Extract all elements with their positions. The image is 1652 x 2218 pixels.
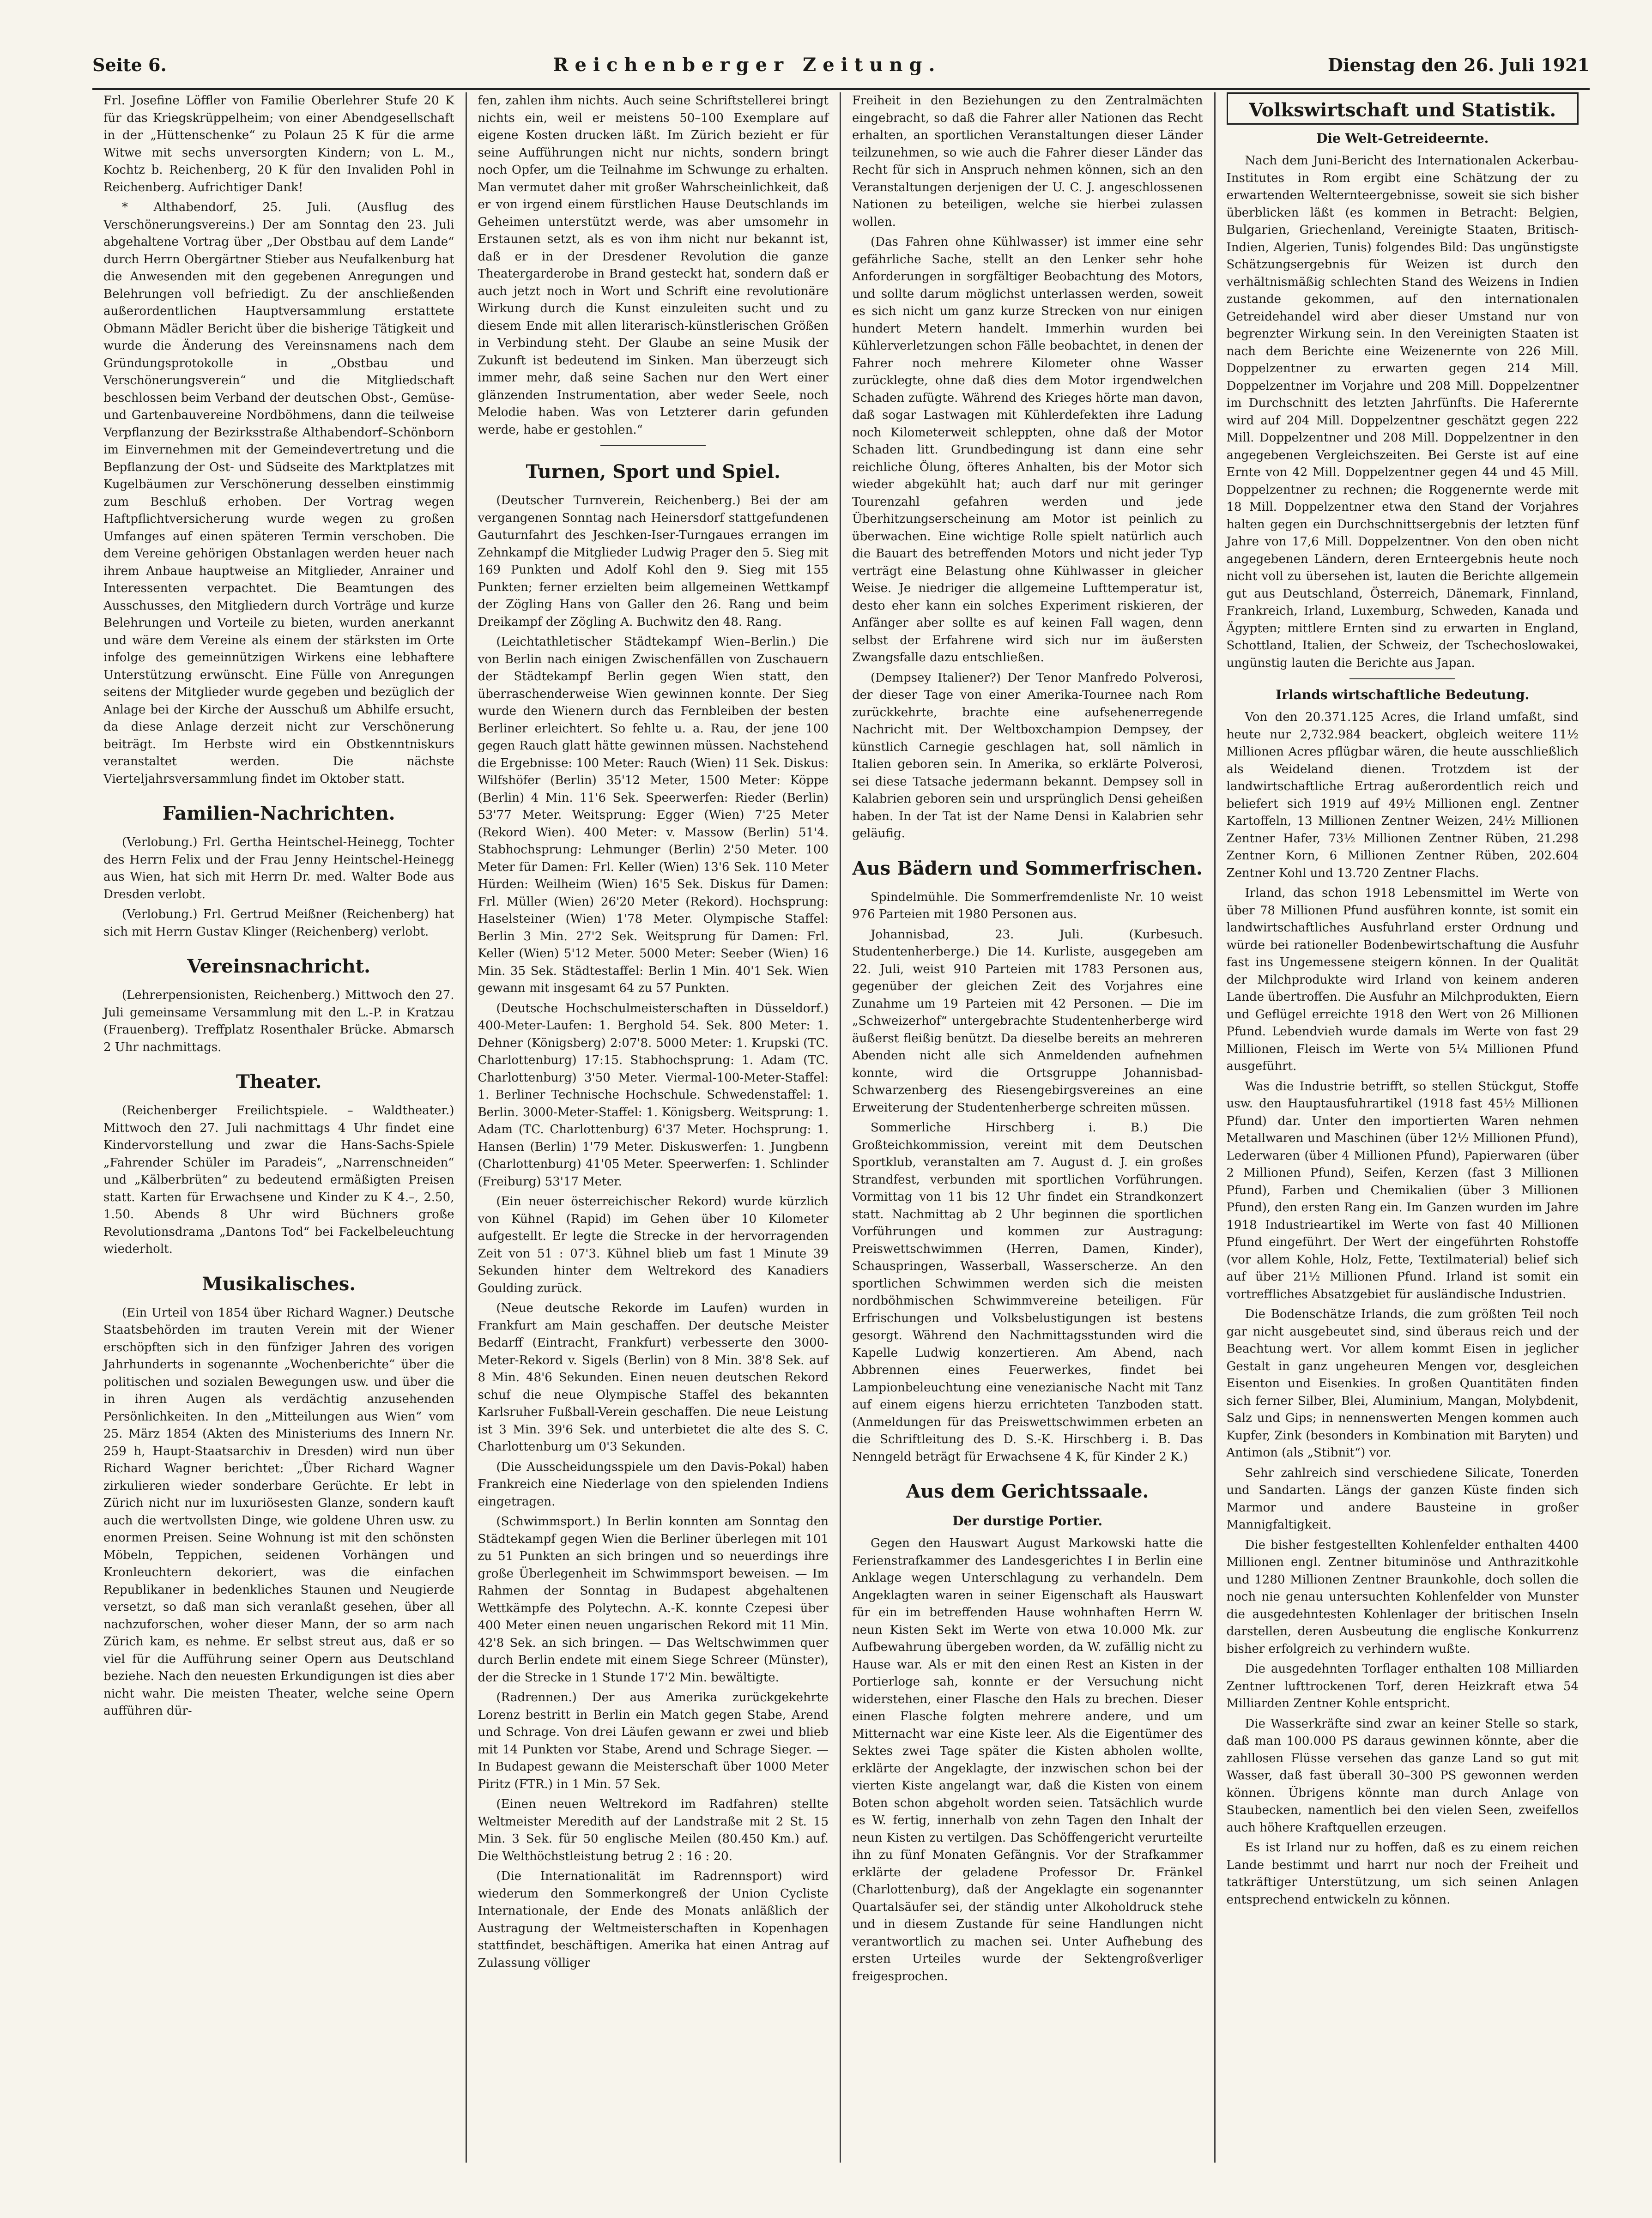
paragraph: Gegen den Hauswart August Markowski hatte die Ferienstrafkammer des Landesgerichtes I in Berlin eine Anklage wegen Unterschlagung zu verhandeln. Dem Angeklagten waren in seiner Eigenschaft als Hauswart für ein im betreffenden Hause wohnhaften Herrn W. neun Kisten Sekt im Werte von etwa 10.000 Mk. zur Aufbewahrung übergeben worden, da W. zufällig nicht zu Hause war. Als er mit den einen Rest an Kisten in der Portierloge sah, konnte er der Versuchung nicht widerstehen, einer Flasche den Hals zu brechen. Dieser einen Flasche folgten mehrere andere, und um Mitternacht war eine Kiste leer. Als die Eigentümer des Sektes zwei Tage später die Kisten abholen wollte, erklärte der Angeklagte, der inzwischen schon bei der vierten Kiste angelangt war, daß die Kisten von einem Boten schon abgeholt worden seien. Tatsächlich wurde es W. fertig, innerhalb von zehn Tagen den Inhalt der neun Kisten zu vertilgen. Das Schöffengericht verurteilte ihn zu fünf Monaten Gefängnis. Vor der Strafkammer erklärte der geladene Professor Dr. Fränkel (Charlottenburg), daß der Angeklagte ein sogenannter Quartalsäufer sei, der ständig unter Alkoholdruck stehe und in diesem Zustande für seine Handlungen nicht verantwortlich zu machen sei. Unter Aufhebung des ersten Urteiles wurde der Sektengroßverliger freigesprochen. [852, 1536, 1203, 1983]
page-number: Seite 6. [92, 54, 167, 75]
paragraph: Es ist Irland nur zu hoffen, daß es zu einem reichen Lande bestimmt und harrt nur noch der Freiheit und tatkräftiger Unterstützung, um sich seinen Anlagen entsprechend entwickeln zu können. [1226, 1841, 1579, 1907]
paragraph: (Ein Urteil von 1854 über Richard Wagner.) Deutsche Staatsbehörden im trauten Verein mit der Wiener erschöpften sich in den fünfziger Jahren des vorigen Jahrhunderts in sogenannte „Wochenberichte“ über die politischen und sozialen Bewegungen usw. und über die in ihren Augen als verdächtig anzusehenden Persönlichkeiten. In den „Mitteilungen aus Wien“ vom 25. März 1854 (Akten des Ministeriums des Innern Nr. 259 h, Haupt-Staatsarchiv in Dresden) wird nun über Richard Wagner berichtet: „Über Richard Wagner zirkulieren wieder sonderbare Gerüchte. Er lebt in Zürich nicht nur im luxuriösesten Glanze, sondern kauft auch die wertvollsten Dinge, wie goldene Uhren usw. zu enormen Preisen. Seine Wohnung ist mit den schönsten Möbeln, Teppichen, seidenen Vorhängen und Kronleuchtern dekoriert, was die einfachen Republikaner in bedenkliches Staunen und Neugierde versetzt, so daß man sich veranlaßt gesehen, über all nachzuforschen, woher dieser Mann, der so arm nach Zürich kam, es nehme. Er selbst streut aus, daß er so viel für die Aufführung seiner Opern aus Deutschland beziehe. Nach den neuesten Erkundigungen ist dies aber nicht wahr. Die meisten Theater, welche seine Opern aufführen dür- [103, 1305, 454, 1718]
paragraph: (Radrennen.) Der aus Amerika zurückgekehrte Lorenz bestritt in Berlin ein Match gegen Stabe, Arend und Schrage. Von drei Läufen gewann er zwei und blieb mit 14 Punkten vor Stabe, Arend und Schrage Sieger. — In Budapest gewann die Meisterschaft über 1000 Meter Piritz (FTR.) in 1 Min. 57 Sek. [478, 1691, 829, 1791]
paragraph: (Leichtathletischer Städtekampf Wien–Berlin.) Die von Berlin nach einigen Zwischenfällen von Zuschauern der Städtekampf Berlin gegen Wien statt, den überraschenderweise Wien gewinnen konnte. Der Sieg wurde den Wienern durch das Fernbleiben der besten Berliner erleichtert. So fehlte u. a. Rau, der jene 100 gegen Rauch glatt hätte gewinnen müssen. Nachstehend die Ergebnisse: 100 Meter: Rauch (Wien) 11 Sek. Diskus: Wilfshöfer (Berlin) 35'12 Meter, 1500 Meter: Köppe (Berlin) 4 Min. 11'6 Sek. Speerwerfen: Rieder (Berlin) 53'77 Meter. Weitsprung: Egger (Wien) 7'25 Meter (Rekord Wien). 400 Meter: v. Massow (Berlin) 51'4. Stabhochsprung: Lehmunger (Berlin) 2'50 Meter. 100 Meter für Damen: Frl. Keller (Wien) 13'6 Sek. 110 Meter Hürden: Weilheim (Wien) 16'5 Sek. Diskus für Damen: Frl. Müller (Wien) 26'20 Meter (Rekord). Hochsprung: Haselsteiner (Wien) 1'78 Meter. Olympische Staffel: Berlin 3 Min. 27'2 Sek. Weitsprung für Damen: Frl. Keller (Wien) 5'12 Meter. 5000 Meter: Seeber (Wien) 16 Min. 35 Sek. Städtestaffel: Berlin 1 Min. 40'1 Sek. Wien gewann mit insgesamt 64 zu 57 Punkten. [478, 635, 829, 995]
paragraph: Von den 20.371.125 Acres, die Irland umfaßt, sind heute nur 2,732.984 beackert, obgleich weitere 11½ Millionen Acres pflügbar wären, die heute ausschließlich als Weideland dienen. Trotzdem ist der landwirtschaftliche Ertrag außerordentlich reich und beliefert sich 1919 auf 49½ Millionen engl. Zentner Kartoffeln, 13 Millionen Zentner Weizen, 24½ Millionen Zentner Hafer, 73½ Millionen Zentner Rüben, 21.298 Zentner Korn, 6 Millionen Zentner Rüben, 202.604 Zentner Kohl und 13.720 Zentner Flachs. [1226, 710, 1579, 880]
paragraph: Was die Industrie betrifft, so stellen Stückgut, Stoffe usw. den Hauptausfuhrartikel (1918 fast 45½ Millionen Pfund) dar. Unter den importierten Waren nehmen Metallwaren und Maschinen (über 12½ Millionen Pfund), Lederwaren (über 4 Millionen Pfund), Papierwaren (über 2 Millionen Pfund), Seifen, Kerzen (fast 3 Millionen Pfund), Farben und Chemikalien (über 3 Millionen Pfund), den ersten Rang ein. Im Ganzen wurden im Jahre 1918 Industrieartikel im Werte von fast 40 Millionen Pfund eingeführt. Der Wert der eingeführten Rohstoffe (vor allem Kohle, Holz, Fette, Textilmaterial) belief sich auf über 21½ Millionen Pfund. Irland ist somit ein vortreffliches Absatzgebiet für ausländische Industrien. [1226, 1079, 1579, 1301]
issue-date: Dienstag den 26. Juli 1921 [1328, 54, 1590, 75]
paragraph: (Deutscher Turnverein, Reichenberg.) Bei der am vergangenen Sonntag nach Heinersdorf stattgefundenen Gauturnfahrt des Jeschken-Iser-Turngaues errangen im Zehnkampf die Mitglieder Ludwig Prager den 5. Sieg mit 169 Punkten und Adolf Kohl den 9. Sieg mit 155 Punkten; ferner erzielten beim allgemeinen Wettkampf der Zögling Hans von Galler den 26. Rang und beim Dreikampf der Zögling A. Buchwitz den 48. Rang. [478, 494, 829, 629]
paragraph: Frl. Josefine Löffler von Familie Oberlehrer Stufe 20 K für das Kriegskrüppelheim; von einer Abendgesellschaft in der „Hüttenschenke“ zu Polaun 25 K für die arme Witwe mit sechs unversorgten Kindern; von L. M., Kochtz b. Reichenberg, 20 K für den Invaliden Pohl in Reichenberg. Aufrichtiger Dank! [103, 94, 454, 194]
paragraph: Nach dem Juni-Bericht des Internationalen Ackerbau-Institutes in Rom ergibt eine Schätzung der zu erwartenden Welternteergebnisse, soweit sie sich bisher überblicken läßt (es kommen in Betracht: Belgien, Bulgarien, Griechenland, Vereinigte Staaten, Britisch-Indien, Algerien, Tunis) folgendes Bild: Das ungünstigste Schätzungsergebnis für Weizen ist durch den verhältnismäßig schlechten Stand des Weizens in Indien zustande gekommen, auf den internationalen Getreidehandel wird aber dieser Umstand nur von begrenzter Wirkung sein. In den Vereinigten Staaten ist nach dem Berichte eine Weizenernte von 226 Mill. Doppelzentner zu erwarten gegen 214 Mill. Doppelzentner im Vorjahre und 208 Mill. Doppelzentner im Durchschnitt des letzten Jahrfünfts. Die Haferernte wird auf 204 Mill. Doppelzentner geschätzt gegen 222 Mill. Doppelzentner und 208 Mill. Doppelzentner in den angegebenen Vergleichszeiten. Bei Gerste ist auf eine Ernte von 42 Mill. Doppelzentner gegen 44 und 45 Mill. Doppelzentner zu rechnen; die Roggenernte werde mit 18 Mill. Doppelzentner etwa den Stand der Vorjahres halten gegen ein Durchschnittsergebnis der letzten fünf Jahre von 17,6 Mill. Doppelzentner. Von den oben nicht angegebenen Ländern, deren Ernteergebnis heute noch nicht voll zu übersehen ist, lauten die Berichte allgemein gut aus Deutschland, Österreich, Dänemark, Finnland, Frankreich, Irland, Luxemburg, Schweden, Kanada und Ägypten; mittlere Ernten sind zu erwarten in England, Schottland, Italien, der Schweiz, der Tschechoslowakei, ungünstig lauten die Berichte aus Japan. [1226, 154, 1579, 670]
paragraph: Irland, das schon 1918 Lebensmittel im Werte von über 78 Millionen Pfund ausführen konnte, ist somit ein landwirtschaftliches Ausfuhrland erster Ordnung und würde bei rationeller Bodenbewirtschaftung die Ausfuhr fast ins Ungemessene steigern können. In der Qualität der Milchprodukte wird Irland von keinem anderen Lande übertroffen. Die Ausfuhr an Milchprodukten, Eiern und Geflügel erreichte 1918 den Wert von 26 Millionen Pfund. Lebendvieh wurde damals im Werte von fast 29 Millionen, Fleisch im Werte von 5¼ Millionen Pfund ausgeführt. [1226, 886, 1579, 1073]
paragraph: (Schwimmsport.) In Berlin konnten am Sonntag den Städtekampf gegen Wien die Berliner überlegen mit 101 zu 51 Punkten an sich bringen und so neuerdings ihre große Überlegenheit im Schwimmsport beweisen. — Im Rahmen der Sonntag in Budapest abgehaltenen Wettkämpfe des Polytechn. A.-K. konnte Czepesi über 400 Meter einen neuen ungarischen Rekord mit 11 Min. 42'8 Sek. an sich bringen. — Das Weltschwimmen quer durch Berlin endete mit einem Siege Schreer (Münster), der die Strecke in 1 Stunde 17'2 Min. bewältigte. [478, 1515, 829, 1685]
paragraph: (Einen neuen Weltrekord im Radfahren) stellte Weltmeister Meredith auf der Landstraße mit 2 St. 15 Min. 3 Sek. für 50 englische Meilen (80.450 Km.) auf. Die Welthöchstleistung betrug 2 : 16 : 20. [478, 1797, 829, 1863]
paragraph: (Die Ausscheidungsspiele um den Davis-Pokal) haben Frankreich eine Niederlage von den spielenden Indiens eingetragen. [478, 1460, 829, 1509]
paragraph: Die bisher festgestellten Kohlenfelder enthalten 4400 Millionen engl. Zentner bituminöse und Anthrazitkohle und 1280 Millionen Zentner Braunkohle, doch sollen die noch nie genau untersuchten Kohlenfelder von Munster die ausgedehntesten Kohlenlager der britischen Inseln darstellen, deren Ausbeutung die englische Konkurrenz bisher erfolgreich zu verhindern wußte. [1226, 1538, 1579, 1656]
paragraph: Die ausgedehnten Torflager enthalten 108 Milliarden Zentner lufttrockenen Torf, deren Heizkraft etwa 54 Milliarden Zentner Kohle entspricht. [1226, 1662, 1579, 1710]
section-box [1227, 92, 1579, 125]
article-subheading: Die Welt-Getreideernte. [1316, 131, 1489, 146]
column-3 [841, 92, 1216, 2163]
column-1 [92, 92, 467, 2163]
paragraph: * Althabendorf, 25. Juli. (Ausflug des Verschönerungsvereins.) Der am Sonntag den 23. Juli abgehaltene Vortrag über „Der Obstbau auf dem Lande“ durch Herrn Obergärtner Stieber aus Neufalkenburg hat die Anwesenden mit den gegebenen Anregungen und Belehrungen voll befriedigt. Zu der anschließenden außerordentlichen Hauptversammlung erstattete Obmann Mädler Bericht über die bisherige Tätigkeit und wurde die Änderung des Vereinsnamens nach dem Gründungsprotokolle in „Obstbau und Verschönerungsverein“ und die Mitgliedschaft beschlossen beim Verband der deutschen Obst-, Gemüse- und Gartenbauvereine Nordböhmens, dann die teilweise Verpflanzung der Bezirksstraße Althabendorf–Schönborn im Einvernehmen mit der Gemeindevertretung und die Bepflanzung der Ost- und Südseite des Marktplatzes mit Kugelbäumen zur Verschönerung desselben einstimmig zum Beschluß erhoben. Der Vortrag wegen Haftpflichtversicherung wurde wegen zu großen Umfanges auf einen späteren Termin verschoben. Die dem Vereine gehörigen Obstanlagen werden heuer nach ihrem Anbaue hauptweise an Mitglieder, Anrainer und Interessenten verpachtet. Die Beamtungen des Ausschusses, den Mitgliedern durch Vorträge und kurze Belehrungen und Vorteile zu bieten, wurden anerkannt und wäre dem Vereine als einem der stärksten im Orte infolge des gemeinnützigen Wirkens eine lebhaftere Unterstützung erwünscht. Eine Fülle von Anregungen seitens der Mitglieder wurde gegeben und bezüglich der Anlage bei der Kirche der Ausschuß um Abhilfe ersucht, da diese Anlage derzeit nicht zur Verschönerung beiträgt. Im Herbste wird ein Obstkenntniskurs veranstaltet werden. Die nächste Vierteljahrsversammlung findet im Oktober statt. [103, 200, 454, 786]
section-heading-volkswirtschaft: Volkswirtschaft und Statistik. [1249, 99, 1556, 121]
article-subheading: Der durstige Portier. [952, 1513, 1103, 1529]
column-2 [467, 92, 841, 2163]
masthead [92, 46, 1590, 90]
article-columns [92, 92, 1590, 2163]
paragraph: Johannisbad, 23. Juli. (Kurbesuch. Studentenherberge.) Die 14. Kurliste, ausgegeben am 22. Juli, weist 910 Parteien mit 1783 Personen aus, gegenüber der gleichen Zeit des Vorjahres eine Zunahme um 19 Parteien mit 42 Personen. — Die im „Schweizerhof“ untergebrachte Studentenherberge wird äußerst fleißig benützt. Da dieselbe bereits an mehreren Abenden nicht alle sich Anmeldenden aufnehmen konnte, wird die Ortsgruppe Johannisbad-Schwarzenberg des Riesengebirgsvereines an eine Erweiterung der Studentenherberge schreiten müssen. [852, 927, 1203, 1115]
divider [1349, 678, 1455, 679]
paragraph: (Das Fahren ohne Kühlwasser) ist immer eine sehr gefährliche Sache, stellt an den Lenker sehr hohe Anforderungen in sorgfältiger Beobachtung des Motors, und sollte darum möglichst unterlassen werden, soweit es sich nicht um ganz kurze Strecken von nur einigen hundert Metern handelt. Immerhin wurden bei Kühlerverletzungen schon Fälle beobachtet, in denen der Fahrer noch mehrere Kilometer ohne Wasser zurücklegte, ohne daß dies dem Motor irgendwelchen Schaden zufügte. Während des Krieges hörte man davon, daß sogar Lastwagen mit Kühlerdefekten ihre Ladung noch Kilometerweit schleppten, ohne daß der Motor Schaden litt. Grundbedingung ist dann eine sehr reichliche Ölung, öfteres Anhalten, bis der Motor sich wieder abgekühlt hat; auch darf nur mit geringer Tourenzahl gefahren werden und jede Überhitzungserscheinung am Motor ist peinlich zu überwachen. Eine wichtige Rolle spielt natürlich auch die Bauart des betreffenden Motors und nicht jeder Typ verträgt eine Belastung ohne Kühlwasser in gleicher Weise. Je niedriger die allgemeine Lufttemperatur ist, desto eher kann ein solches Experiment riskieren, der Anfänger aber sollte es auf keinen Fall wagen, denn selbst der Erfahrene wird sich nur im äußersten Zwangsfalle dazu entschließen. [852, 235, 1203, 665]
section-heading-sport: Turnen, Sport und Spiel. [526, 461, 781, 483]
paragraph: (Verlobung.) Frl. Gertha Heintschel-Heinegg, Tochter des Herrn Felix und der Frau Jenny Heintschel-Heinegg aus Wien, hat sich mit Herrn Dr. med. Walter Bode aus Dresden verlobt. [103, 835, 454, 901]
paragraph: (Ein neuer österreichischer Rekord) wurde kürzlich von Kühnel (Rapid) im Gehen über 10 Kilometer aufgestellt. Er legte die Strecke in der hervorragenden Zeit von 51 : 07'3. Kühnel blieb um fast 1 Minute 39 Sekunden hinter dem Weltrekord des Kanadiers Goulding zurück. [478, 1195, 829, 1295]
paragraph: (Neue deutsche Rekorde im Laufen) wurden in Frankfurt am Main geschaffen. Der deutsche Meister Bedarff (Eintracht, Frankfurt) verbesserte den 3000-Meter-Rekord v. Sigels (Berlin) von 8 Min. 38'8 Sek. auf 8 Min. 48'6 Sekunden. Einen neuen deutschen Rekord schuf die neue Olympische Staffel des bekannten Karlsruher Fußball-Verein geschaffen. Die neue Leistung ist 3 Min. 39'6 Sek. und unterbietet die alte des S. C. Charlottenburg um 0'3 Sekunden. [478, 1301, 829, 1454]
column-4 [1216, 92, 1590, 2163]
paragraph: (Deutsche Hochschulmeisterschaften in Düsseldorf.) 400-Meter-Laufen: 1. Berghold 54. Sek. 800 Meter: 1. Dehner (Königsberg) 2:07'8. 5000 Meter: 1. Krupski (TC. Charlottenburg) 17:15. Stabhochsprung: 1. Adam (TC. Charlottenburg) 3'50 Meter. Viermal-100-Meter-Staffel: 1. Berliner Technische Hochschule. Schwedenstaffel: 1. Berlin. 3000-Meter-Staffel: 1. Königsberg. Weitsprung: 1. Adam (TC. Charlottenburg) 6'37 Meter. Hochsprung: 1. Hansen (Berlin) 1'79 Meter. Diskuswerfen: 1. Jungbenn (Charlottenburg) 41'05 Meter. Speerwerfen: 1. Schlinder (Freiburg) 53'17 Meter. [478, 1001, 829, 1189]
section-heading-gericht: Aus dem Gerichtssaale. [906, 1481, 1149, 1502]
paragraph: fen, zahlen ihm nichts. Auch seine Schriftstellerei bringt nichts ein, weil er meistens 50–100 Exemplare auf eigene Kosten drucken läßt. Im Zürich bezieht er für seine Aufführungen nicht nur nichts, sondern bringt noch Opfer, um die Teilnahme im Schwunge zu erhalten. Man vermutet daher mit großer Wahrscheinlichkeit, daß er von irgend einem fürstlichen Hause Deutschlands im Geheimen unterstützt werde, was aber umsomehr in Erstaunen setzt, als es von ihm nicht nur bekannt ist, daß er in der Dresdener Revolution die ganze Theatergarderobe in Brand gesteckt hat, sondern daß er auch jetzt noch in Wort und Schrift eine revolutionäre Wirkung durch die Kunst einzuleiten sucht und zu diesem Ende mit allen literarisch-künstlerischen Größen in Verbindung steht. Der Glaube an seine Musik der Zukunft ist bedeutend im Sinken. Man überzeugt sich immer mehr, daß seine Sachen nur den Wert einer glänzenden Instrumentation, aber weder Seele, noch Melodie haben. Was von Letzterer darin gefunden werde, habe er gestohlen.“ [478, 94, 829, 437]
divider [600, 445, 706, 446]
paragraph: Freiheit in den Beziehungen zu den Zentralmächten eingebracht, so daß die Fahrer aller Nationen das Recht erhalten, an sportlichen Veranstaltungen dieser Länder teilzunehmen, so wie auch die Fahrer dieser Länder das Recht für sich in Anspruch nehmen können, sich an den Veranstaltungen derjenigen der U. C. J. angeschlossenen Nationen zu beteiligen, welche sie hierbei zulassen wollen. [852, 94, 1203, 229]
section-heading-musik: Musikalisches. [202, 1273, 356, 1295]
paragraph: (Dempsey Italiener?) Der Tenor Manfredo Polverosi, der dieser Tage von einer Amerika-Tournee nach Rom zurückkehrte, brachte eine aufsehenerregende Nachricht mit. Der Weltboxchampion Dempsey, der künstlich Carnegie geschlagen hat, soll nämlich in Italien geboren sein. In Amerika, so erklärte Polverosi, sei diese Tatsache jedermann bekannt. Dempsey soll in Kalabrien geboren sein und ursprünglich Densi geheißen haben. In der Tat ist der Name Densi in Kalabrien sehr geläufig. [852, 671, 1203, 840]
section-heading-theater: Theater. [236, 1071, 322, 1093]
section-heading-verein: Vereinsnachricht. [187, 955, 371, 977]
paragraph: (Die Internationalität im Radrennsport) wird wiederum den Sommerkongreß der Union Cycliste Internationale, der Ende des Monats anläßlich der Austragung der Weltmeisterschaften in Kopenhagen stattfindet, beschäftigen. Amerika hat einen Antrag auf Zulassung völliger [478, 1869, 829, 1970]
paragraph: Die Wasserkräfte sind zwar an keiner Stelle so stark, daß man 100.000 PS daraus gewinnen könnte, aber die zahllosen Flüsse versehen das ganze Land so gut mit Wasser, daß fast überall 30–300 PS gewonnen werden können. Übrigens könnte man durch Anlage von Staubecken, namentlich bei den vielen Seen, zweifellos auch höhere Kraftquellen erzeugen. [1226, 1716, 1579, 1835]
paragraph: (Verlobung.) Frl. Gertrud Meißner (Reichenberg) hat sich mit Herrn Gustav Klinger (Reichenberg) verlobt. [103, 907, 454, 939]
paragraph: Die Bodenschätze Irlands, die zum größten Teil noch gar nicht ausgebeutet sind, sind überaus reich und der Beachtung wert. Vor allem kommt Eisen in jeglicher Gestalt in ganz ungeheuren Mengen vor, desgleichen Eisenton und Eisenkies. In großen Quantitäten finden sich ferner Silber, Blei, Aluminium, Mangan, Molybdenit, Salz und Gips; in nennenswerten Mengen kommen auch Kupfer, Zink (besonders in Kombination mit Baryten) und Antimon (als „Stibnit“) vor. [1226, 1307, 1579, 1460]
section-heading-baeder: Aus Bädern und Sommerfrischen. [852, 857, 1203, 879]
paragraph: (Lehrerpensionisten, Reichenberg.) Mittwoch den 27. Juli gemeinsame Versammlung mit den L.-P. in Kratzau (Frauenberg). Treffplatz Rosenthaler Brücke. Abmarsch 2 Uhr nachmittags. [103, 988, 454, 1054]
article-subheading: Irlands wirtschaftliche Bedeutung. [1276, 687, 1530, 702]
paragraph: Sommerliche Hirschberg i. B.) Die Großteichkommission, vereint mit dem Deutschen Sportklub, veranstalten am 7. August d. J. ein großes Strandfest, verbunden mit sportlichen Vorführungen. Vormittag von 11 bis 12 Uhr findet ein Strandkonzert statt. Nachmittag ab 2 Uhr beginnen die sportlichen Vorführungen und kommen zur Austragung: Preiswettschwimmen (Herren, Damen, Kinder), Schauspringen, Wasserball, Wasserscherze. An den sportlichen Schwimmen werden sich die meisten nordböhmischen Schwimmvereine beteiligen. Für Erfrischungen und Volksbelustigungen ist bestens gesorgt. Während den Nachmittagsstunden wird die Kapelle Ludwig konzertieren. Am Abend, nach Abbrennen eines Feuerwerkes, findet bei Lampionbeleuchtung eine venezianische Nacht mit Tanz auf einem eigens hierzu errichteten Tanzboden statt. (Anmeldungen für das Preiswettschwimmen erbeten an die Schriftleitung des D. S.-K. Hirschberg i. B. Das Nenngeld beträgt für Erwachsene 4 K, für Kinder 2 K.) [852, 1121, 1203, 1464]
paragraph: Spindelmühle. Die Sommerfremdenliste Nr. 10 weist 976 Parteien mit 1980 Personen aus. [852, 890, 1203, 921]
paragraph: (Reichenberger Freilichtspiele. – Waldtheater.) Mittwoch den 27. Juli nachmittags 4 Uhr findet eine Kindervorstellung und zwar die Hans-Sachs-Spiele „Fahrender Schüler im Paradeis“, „Narrenschneiden“ und „Kälberbrüten“ zu bedeutend ermäßigten Preisen statt. Karten für Erwachsene und Kinder zu K 4.–, 2.50, 1.50. Abends 8 Uhr wird Büchners große Revolutionsdrama „Dantons Tod“ bei Fackelbeleuchtung wiederholt. [103, 1104, 454, 1256]
newspaper-title: Reichenberger Zeitung. [553, 54, 942, 76]
section-heading-familie: Familien-Nachrichten. [162, 803, 395, 824]
paragraph: Sehr zahlreich sind verschiedene Silicate, Tonerden und Sandarten. Längs der ganzen Küste finden sich Marmor und andere Bausteine in großer Mannigfaltigkeit. [1226, 1466, 1579, 1532]
